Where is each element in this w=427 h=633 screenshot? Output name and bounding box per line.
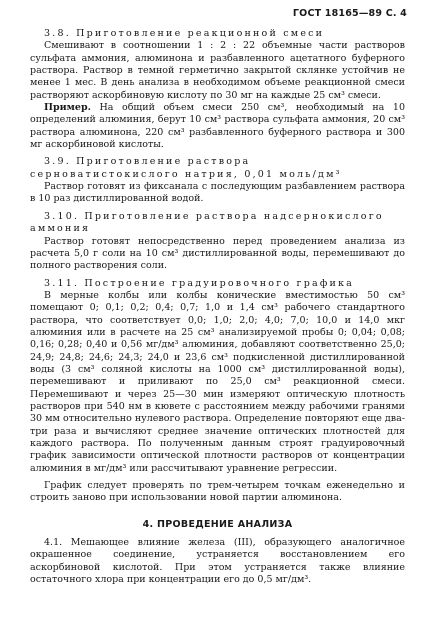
example-label: Пример. bbox=[44, 102, 91, 114]
chapter-4-title: 4. ПРОВЕДЕНИЕ АНАЛИЗА bbox=[142, 518, 293, 530]
page-header: ГОСТ 18165—89 С. 4 bbox=[292, 8, 407, 19]
section-3-9-title: 3.9. Приготовление раствора серноватистокислого натрия, 0,01 моль/дм³ bbox=[30, 156, 342, 180]
section-3-9-text: Раствор готовят из фиксанала с последующим разбавлением раствора в 10 раз дистиллированной водой. bbox=[30, 181, 405, 205]
section-3-10-text: Раствор готовят непосредственно перед проведением анализа из расчета 5,0 г соли на 10 см³ дистиллированной воды, перемешивают до полного растворения соли. bbox=[30, 235, 405, 272]
section-3-10-title: 3.10. Приготовление раствора надсернокислого аммония bbox=[30, 210, 384, 235]
section-3-8-title: 3.8. Приготовление реакционной смеси bbox=[44, 28, 325, 39]
section-3-8-example bbox=[30, 102, 405, 151]
section-3-11-text2: График следует проверять по трем-четырем точкам еженедельно и строить заново при использовании новой партии алюминона. bbox=[30, 480, 405, 504]
section-3-11-title: 3.11. Построение градуировочного графика bbox=[44, 277, 355, 289]
section-3-11-text: В мерные колбы или колбы конические вместимостью 50 см³ помещают 0; 0,1; 0,2; 0,4; 0,7; 1,0 и 1,4 см³ рабочего стандартного раствора, что соответствует 0,0; 1,0; 2,0; 4,0; 7,0; 10,0 и 14,0 мкг алюминия или в расчете на 25 см³ анализируемой пробы 0; 0,04; 0,08; 0,16; 0,28; 0,40 и 0,56 мг/дм³ алюминия, добавляют соответственно 25,0; 24,9; 24,8; 24,6; 24,3; 24,0 и 23,6 см³ подкисленной дистиллированной воды (3 см³ соляной кислоты на 1000 см³ дистиллированной воды), перемешивают и приливают по 25,0 см³ реакционной смеси. Перемешивают и через 25—30 мин измеряют оптическую плотность растворов при 540 нм в кювете с расстоянием между рабочими гранями 30 мм относительно нулевого раствора. Определение повторяют еще два-три раза и вычисляют среднее значение оптических плотностей для каждого раствора. По полученным данным строят градуировочный график зависимости оптической плотности растворов от концентрации алюминия в мг/дм³ или рассчитывают уравнение регрессии. bbox=[30, 289, 405, 474]
example-text: На общий объем смеси 250 см³, необходимый на 10 определений алюминия, берут 10 см³ раствора сульфата аммония, 20 см³ раствора алюминона, 220 см³ разбавленного буферного раствора и 300 мг аскорбиновой кислоты. bbox=[30, 102, 405, 151]
document-body bbox=[30, 28, 405, 586]
section-3-8-text: Смешивают в соотношении 1 : 2 : 22 объемные части растворов сульфата аммония, алюминона и разбавленного ацетатного буферного раствора. Раствор в темной герметично закрытой склянке устойчив не менее 1 мес. В день анализа в необходимом объеме реакционной смеси растворяют аскорбиновую кислоту по 30 мг на каждые 25 см³ смеси. bbox=[30, 40, 405, 101]
section-4-1-text: 4.1. Мешающее влияние железа (III), образующего аналогичное окрашенное соединение, устраняется восстановлением его аскорбиновой кислотой. При этом устраняется также влияние остаточного хлора при концентрации его до 0,5 мг/дм³. bbox=[30, 537, 405, 586]
